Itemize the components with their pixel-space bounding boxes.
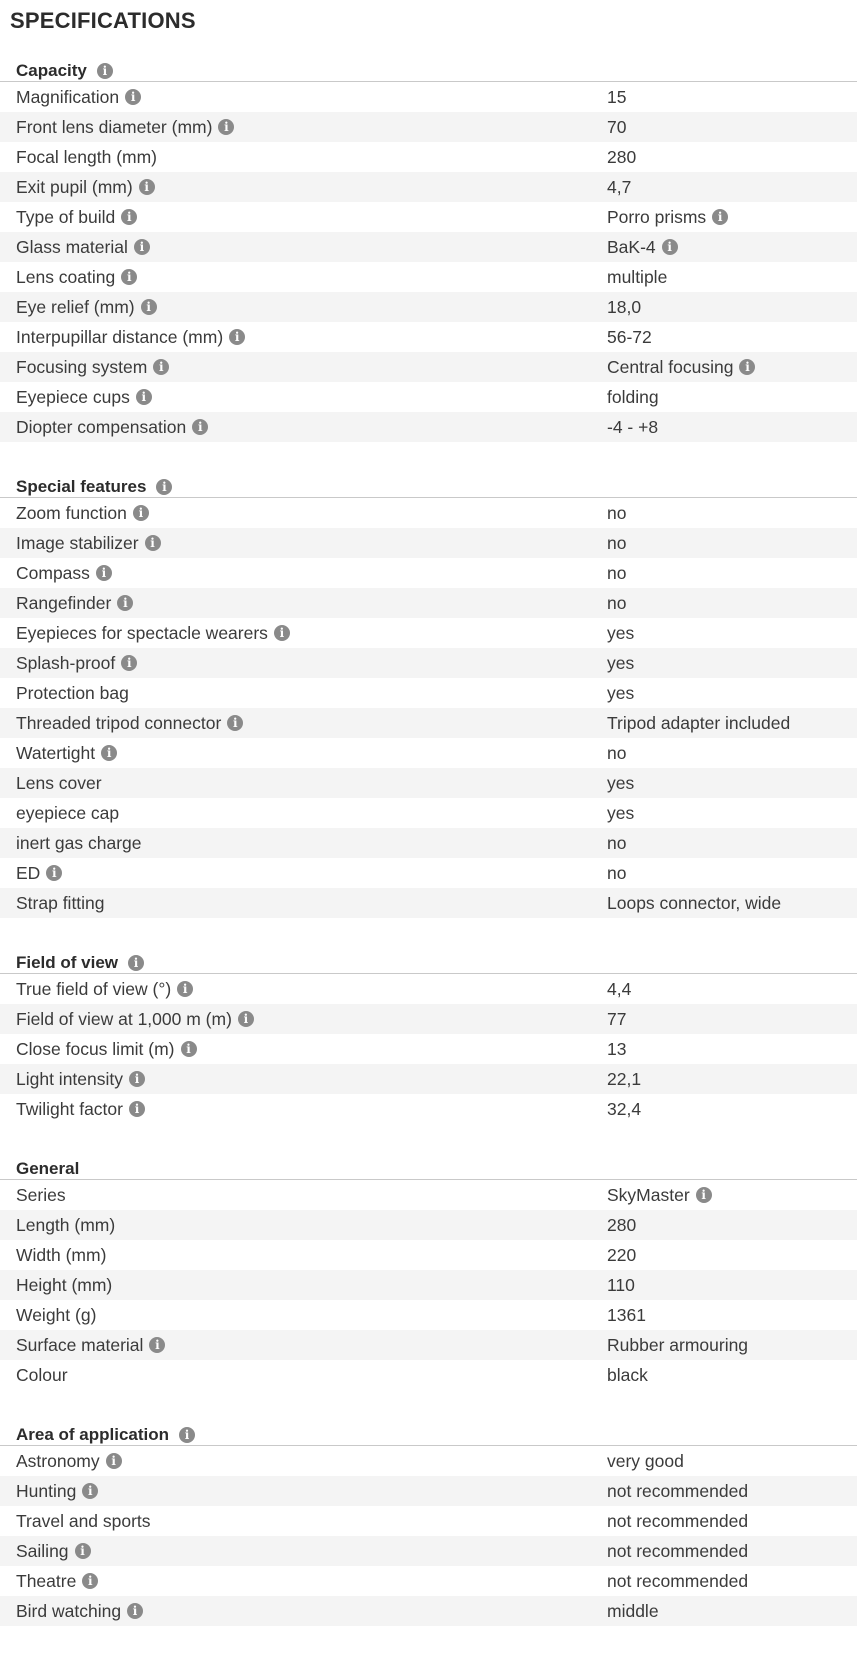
spec-row: [0, 1446, 857, 1476]
spec-row: [0, 558, 857, 588]
spec-row: [0, 262, 857, 292]
spec-row: [0, 142, 857, 172]
info-icon[interactable]: i: [106, 1453, 122, 1469]
spec-label: eyepiece cap: [16, 802, 120, 823]
info-icon[interactable]: i: [177, 981, 193, 997]
spec-value-cell: [607, 357, 857, 378]
spec-label-cell: [0, 1245, 607, 1266]
info-icon[interactable]: i: [101, 745, 117, 761]
spec-label: Length (mm): [16, 1214, 116, 1235]
spec-label: Magnification: [16, 86, 120, 107]
spec-value-cell: [607, 503, 857, 524]
spec-value: Rubber armouring: [607, 1334, 749, 1355]
spec-label-cell: [0, 267, 607, 288]
spec-label: Front lens diameter (mm): [16, 116, 213, 137]
section-general: [0, 1146, 857, 1390]
spec-value: not recommended: [607, 1510, 749, 1531]
spec-value-cell: [607, 713, 857, 734]
section-header: [0, 1146, 857, 1180]
spec-value: no: [607, 742, 627, 763]
spec-value-cell: [607, 1541, 857, 1562]
spec-label: Image stabilizer: [16, 532, 139, 553]
spec-row: [0, 1536, 857, 1566]
info-icon[interactable]: i: [696, 1187, 712, 1203]
spec-value-cell: [607, 147, 857, 168]
spec-value: very good: [607, 1450, 684, 1471]
spec-label-cell: [0, 653, 607, 674]
info-icon[interactable]: i: [117, 595, 133, 611]
spec-label-cell: [0, 1601, 607, 1622]
spec-label: ED: [16, 862, 41, 883]
info-icon[interactable]: i: [75, 1543, 91, 1559]
spec-label-cell: [0, 417, 607, 438]
spec-label-cell: [0, 1451, 607, 1472]
spec-value: yes: [607, 622, 635, 643]
spec-label-cell: [0, 1541, 607, 1562]
spec-value-cell: [607, 1245, 857, 1266]
spec-value-cell: [607, 87, 857, 108]
spec-label-cell: [0, 357, 607, 378]
spec-label-cell: [0, 833, 607, 854]
spec-label: Colour: [16, 1364, 68, 1385]
spec-row: [0, 974, 857, 1004]
spec-row: [0, 1064, 857, 1094]
spec-value: yes: [607, 652, 635, 673]
spec-value: 110: [607, 1274, 635, 1295]
spec-value-cell: [607, 117, 857, 138]
spec-row: [0, 1034, 857, 1064]
section-title: Area of application: [16, 1424, 170, 1444]
spec-value: 280: [607, 146, 637, 167]
spec-label-cell: [0, 1335, 607, 1356]
spec-label-cell: [0, 863, 607, 884]
spec-row: [0, 768, 857, 798]
spec-label: Exit pupil (mm): [16, 176, 133, 197]
spec-value-cell: [607, 563, 857, 584]
spec-row: [0, 708, 857, 738]
info-icon[interactable]: i: [192, 419, 208, 435]
spec-label-cell: [0, 1009, 607, 1030]
info-icon[interactable]: i: [229, 329, 245, 345]
spec-value-cell: [607, 1039, 857, 1060]
spec-label-cell: [0, 117, 607, 138]
spec-label: Watertight: [16, 742, 96, 763]
spec-row: [0, 528, 857, 558]
spec-label: Theatre: [16, 1570, 77, 1591]
spec-label: Close focus limit (m): [16, 1038, 175, 1059]
spec-value-cell: [607, 979, 857, 1000]
spec-label-cell: [0, 503, 607, 524]
spec-row: [0, 82, 857, 112]
spec-row: [0, 1270, 857, 1300]
spec-value: 13: [607, 1038, 627, 1059]
spec-label-cell: [0, 1481, 607, 1502]
spec-row: [0, 828, 857, 858]
spec-label-cell: [0, 773, 607, 794]
info-icon[interactable]: i: [274, 625, 290, 641]
info-icon[interactable]: i: [662, 239, 678, 255]
spec-value: no: [607, 532, 627, 553]
spec-value-cell: [607, 417, 857, 438]
spec-value-cell: [607, 1335, 857, 1356]
spec-label: Hunting: [16, 1480, 77, 1501]
spec-value: 1361: [607, 1304, 646, 1325]
section-title: General: [16, 1158, 80, 1178]
spec-label-cell: [0, 327, 607, 348]
spec-value: Loops connector, wide: [607, 892, 782, 913]
spec-value-cell: [607, 1481, 857, 1502]
spec-value-cell: [607, 267, 857, 288]
section-capacity: [0, 48, 857, 442]
spec-value-cell: [607, 773, 857, 794]
spec-row: [0, 498, 857, 528]
spec-value-cell: [607, 1009, 857, 1030]
spec-value-cell: [607, 623, 857, 644]
info-icon[interactable]: i: [712, 209, 728, 225]
spec-row: [0, 1566, 857, 1596]
spec-label-cell: [0, 533, 607, 554]
spec-label: True field of view (°): [16, 978, 172, 999]
spec-label-cell: [0, 1185, 607, 1206]
spec-value: Central focusing: [607, 356, 734, 377]
spec-label-cell: [0, 237, 607, 258]
section-header: [0, 940, 857, 974]
spec-label: Strap fitting: [16, 892, 105, 913]
spec-value-cell: [607, 863, 857, 884]
spec-label: Interpupillar distance (mm): [16, 326, 224, 347]
spec-label-cell: [0, 623, 607, 644]
info-icon[interactable]: i: [97, 63, 113, 79]
info-icon[interactable]: i: [141, 299, 157, 315]
spec-value: no: [607, 562, 627, 583]
spec-value: not recommended: [607, 1480, 749, 1501]
spec-row: [0, 1300, 857, 1330]
spec-row: [0, 1506, 857, 1536]
spec-value-cell: [607, 653, 857, 674]
spec-value-cell: [607, 1451, 857, 1472]
spec-value: not recommended: [607, 1540, 749, 1561]
spec-value: black: [607, 1364, 648, 1385]
spec-row: [0, 292, 857, 322]
spec-label-cell: [0, 1069, 607, 1090]
spec-value-cell: [607, 803, 857, 824]
spec-value-cell: [607, 593, 857, 614]
info-icon[interactable]: i: [139, 179, 155, 195]
spec-row: [0, 202, 857, 232]
info-icon[interactable]: i: [739, 359, 755, 375]
spec-label-cell: [0, 563, 607, 584]
spec-label-cell: [0, 297, 607, 318]
spec-value-cell: [607, 1215, 857, 1236]
spec-label-cell: [0, 1215, 607, 1236]
section-rows: [0, 1180, 857, 1390]
spec-value-cell: [607, 207, 857, 228]
spec-row: [0, 678, 857, 708]
info-icon[interactable]: i: [136, 389, 152, 405]
section-area-of-application: [0, 1412, 857, 1626]
spec-label: Height (mm): [16, 1274, 113, 1295]
spec-value: yes: [607, 802, 635, 823]
spec-value: 220: [607, 1244, 637, 1265]
spec-value: no: [607, 592, 627, 613]
spec-value: 56-72: [607, 326, 652, 347]
spec-label: Threaded tripod connector: [16, 712, 222, 733]
spec-label: Rangefinder: [16, 592, 112, 613]
info-icon[interactable]: i: [129, 1071, 145, 1087]
spec-label: Lens coating: [16, 266, 116, 287]
spec-label-cell: [0, 87, 607, 108]
spec-label: Diopter compensation: [16, 416, 187, 437]
spec-label-cell: [0, 1305, 607, 1326]
spec-value: yes: [607, 772, 635, 793]
info-icon[interactable]: i: [129, 1101, 145, 1117]
spec-value: 4,7: [607, 176, 632, 197]
spec-row: [0, 798, 857, 828]
spec-value-cell: [607, 893, 857, 914]
spec-row: [0, 1004, 857, 1034]
spec-label: Surface material: [16, 1334, 144, 1355]
section-field-of-view: [0, 940, 857, 1124]
info-icon[interactable]: i: [218, 119, 234, 135]
spec-label-cell: [0, 743, 607, 764]
spec-label: Field of view at 1,000 m (m): [16, 1008, 232, 1029]
spec-value-cell: [607, 237, 857, 258]
info-icon[interactable]: i: [121, 655, 137, 671]
spec-value-cell: [607, 327, 857, 348]
spec-label: Zoom function: [16, 502, 127, 523]
info-icon[interactable]: i: [82, 1483, 98, 1499]
spec-row: [0, 1596, 857, 1626]
spec-label-cell: [0, 713, 607, 734]
spec-value: multiple: [607, 266, 668, 287]
spec-row: [0, 382, 857, 412]
spec-label: Focusing system: [16, 356, 148, 377]
spec-value: 280: [607, 1214, 637, 1235]
spec-label-cell: [0, 1365, 607, 1386]
spec-label: Glass material: [16, 236, 128, 257]
spec-value-cell: [607, 1275, 857, 1296]
spec-label-cell: [0, 803, 607, 824]
spec-label: Series: [16, 1184, 66, 1205]
spec-label-cell: [0, 1039, 607, 1060]
spec-label-cell: [0, 1571, 607, 1592]
spec-row: [0, 618, 857, 648]
spec-label: Travel and sports: [16, 1510, 151, 1531]
spec-value: 22,1: [607, 1068, 642, 1089]
spec-value-cell: [607, 1365, 857, 1386]
spec-label: Eyepiece cups: [16, 386, 130, 407]
spec-value: 70: [607, 116, 627, 137]
spec-row: [0, 1330, 857, 1360]
spec-value-cell: [607, 1305, 857, 1326]
spec-label-cell: [0, 1275, 607, 1296]
spec-value: folding: [607, 386, 659, 407]
spec-row: [0, 888, 857, 918]
info-icon[interactable]: i: [121, 269, 137, 285]
spec-label: Eyepieces for spectacle wearers: [16, 622, 268, 643]
spec-label-cell: [0, 1511, 607, 1532]
spec-value-cell: [607, 1185, 857, 1206]
spec-label: Protection bag: [16, 682, 129, 703]
spec-value-cell: [607, 1601, 857, 1622]
info-icon[interactable]: i: [145, 535, 161, 551]
spec-label: Compass: [16, 562, 90, 583]
spec-label: Sailing: [16, 1540, 69, 1561]
info-icon[interactable]: i: [156, 479, 172, 495]
spec-row: [0, 1210, 857, 1240]
spec-label-cell: [0, 177, 607, 198]
spec-row: [0, 1240, 857, 1270]
section-rows: [0, 974, 857, 1124]
spec-row: [0, 648, 857, 678]
spec-row: [0, 232, 857, 262]
spec-row: [0, 172, 857, 202]
spec-row: [0, 1476, 857, 1506]
spec-row: [0, 352, 857, 382]
section-special-features: [0, 464, 857, 918]
section-header: [0, 48, 857, 82]
spec-row: [0, 112, 857, 142]
spec-label: Weight (g): [16, 1304, 97, 1325]
spec-label-cell: [0, 893, 607, 914]
info-icon[interactable]: i: [121, 209, 137, 225]
info-icon[interactable]: i: [128, 955, 144, 971]
info-icon[interactable]: i: [149, 1337, 165, 1353]
spec-value: 4,4: [607, 978, 632, 999]
spec-label: Focal length (mm): [16, 146, 158, 167]
spec-value: 32,4: [607, 1098, 642, 1119]
info-icon[interactable]: i: [133, 505, 149, 521]
section-header: [0, 464, 857, 498]
info-icon[interactable]: i: [127, 1603, 143, 1619]
info-icon[interactable]: i: [227, 715, 243, 731]
spec-row: [0, 1180, 857, 1210]
spec-row: [0, 738, 857, 768]
spec-label: inert gas charge: [16, 832, 142, 853]
spec-value: SkyMaster: [607, 1184, 690, 1205]
spec-label: Astronomy: [16, 1450, 100, 1471]
page-title: SPECIFICATIONS: [10, 8, 196, 33]
spec-value-cell: [607, 683, 857, 704]
spec-row: [0, 858, 857, 888]
spec-value-cell: [607, 1571, 857, 1592]
section-title: Field of view: [16, 952, 119, 972]
spec-row: [0, 1094, 857, 1124]
spec-value: 18,0: [607, 296, 642, 317]
spec-row: [0, 412, 857, 442]
section-title: Capacity: [16, 60, 87, 80]
info-icon[interactable]: i: [46, 865, 62, 881]
spec-label-cell: [0, 593, 607, 614]
spec-label-cell: [0, 387, 607, 408]
spec-value-cell: [607, 1099, 857, 1120]
spec-value: Tripod adapter included: [607, 712, 791, 733]
spec-value-cell: [607, 297, 857, 318]
spec-value-cell: [607, 1511, 857, 1532]
spec-label-cell: [0, 207, 607, 228]
spec-label: Twilight factor: [16, 1098, 123, 1119]
spec-value: not recommended: [607, 1570, 749, 1591]
spec-value-cell: [607, 387, 857, 408]
spec-label: Bird watching: [16, 1600, 122, 1621]
spec-label-cell: [0, 683, 607, 704]
section-title: Special features: [16, 476, 147, 496]
spec-row: [0, 588, 857, 618]
spec-value: 77: [607, 1008, 627, 1029]
spec-value: BaK-4: [607, 236, 656, 257]
spec-value-cell: [607, 743, 857, 764]
spec-value: middle: [607, 1600, 659, 1621]
spec-label: Type of build: [16, 206, 116, 227]
info-icon[interactable]: i: [179, 1427, 195, 1443]
info-icon[interactable]: i: [238, 1011, 254, 1027]
section-rows: [0, 82, 857, 442]
spec-row: [0, 322, 857, 352]
info-icon[interactable]: i: [153, 359, 169, 375]
spec-value: yes: [607, 682, 635, 703]
spec-label: Splash-proof: [16, 652, 116, 673]
spec-value-cell: [607, 177, 857, 198]
spec-value-cell: [607, 833, 857, 854]
spec-value-cell: [607, 533, 857, 554]
spec-value-cell: [607, 1069, 857, 1090]
spec-value: -4 - +8: [607, 416, 659, 437]
spec-label: Lens cover: [16, 772, 102, 793]
spec-label: Width (mm): [16, 1244, 107, 1265]
spec-label-cell: [0, 147, 607, 168]
spec-value: no: [607, 832, 627, 853]
spec-label: Eye relief (mm): [16, 296, 135, 317]
spec-label-cell: [0, 979, 607, 1000]
info-icon[interactable]: i: [134, 239, 150, 255]
spec-value: no: [607, 862, 627, 883]
info-icon[interactable]: i: [181, 1041, 197, 1057]
section-rows: [0, 498, 857, 918]
spec-label-cell: [0, 1099, 607, 1120]
info-icon[interactable]: i: [96, 565, 112, 581]
spec-row: [0, 1360, 857, 1390]
spec-label: Light intensity: [16, 1068, 124, 1089]
section-rows: [0, 1446, 857, 1626]
spec-value: Porro prisms: [607, 206, 707, 227]
spec-value: no: [607, 502, 627, 523]
info-icon[interactable]: i: [82, 1573, 98, 1589]
section-header: [0, 1412, 857, 1446]
spec-value: 15: [607, 86, 627, 107]
info-icon[interactable]: i: [125, 89, 141, 105]
specification-sections: [0, 48, 857, 1626]
